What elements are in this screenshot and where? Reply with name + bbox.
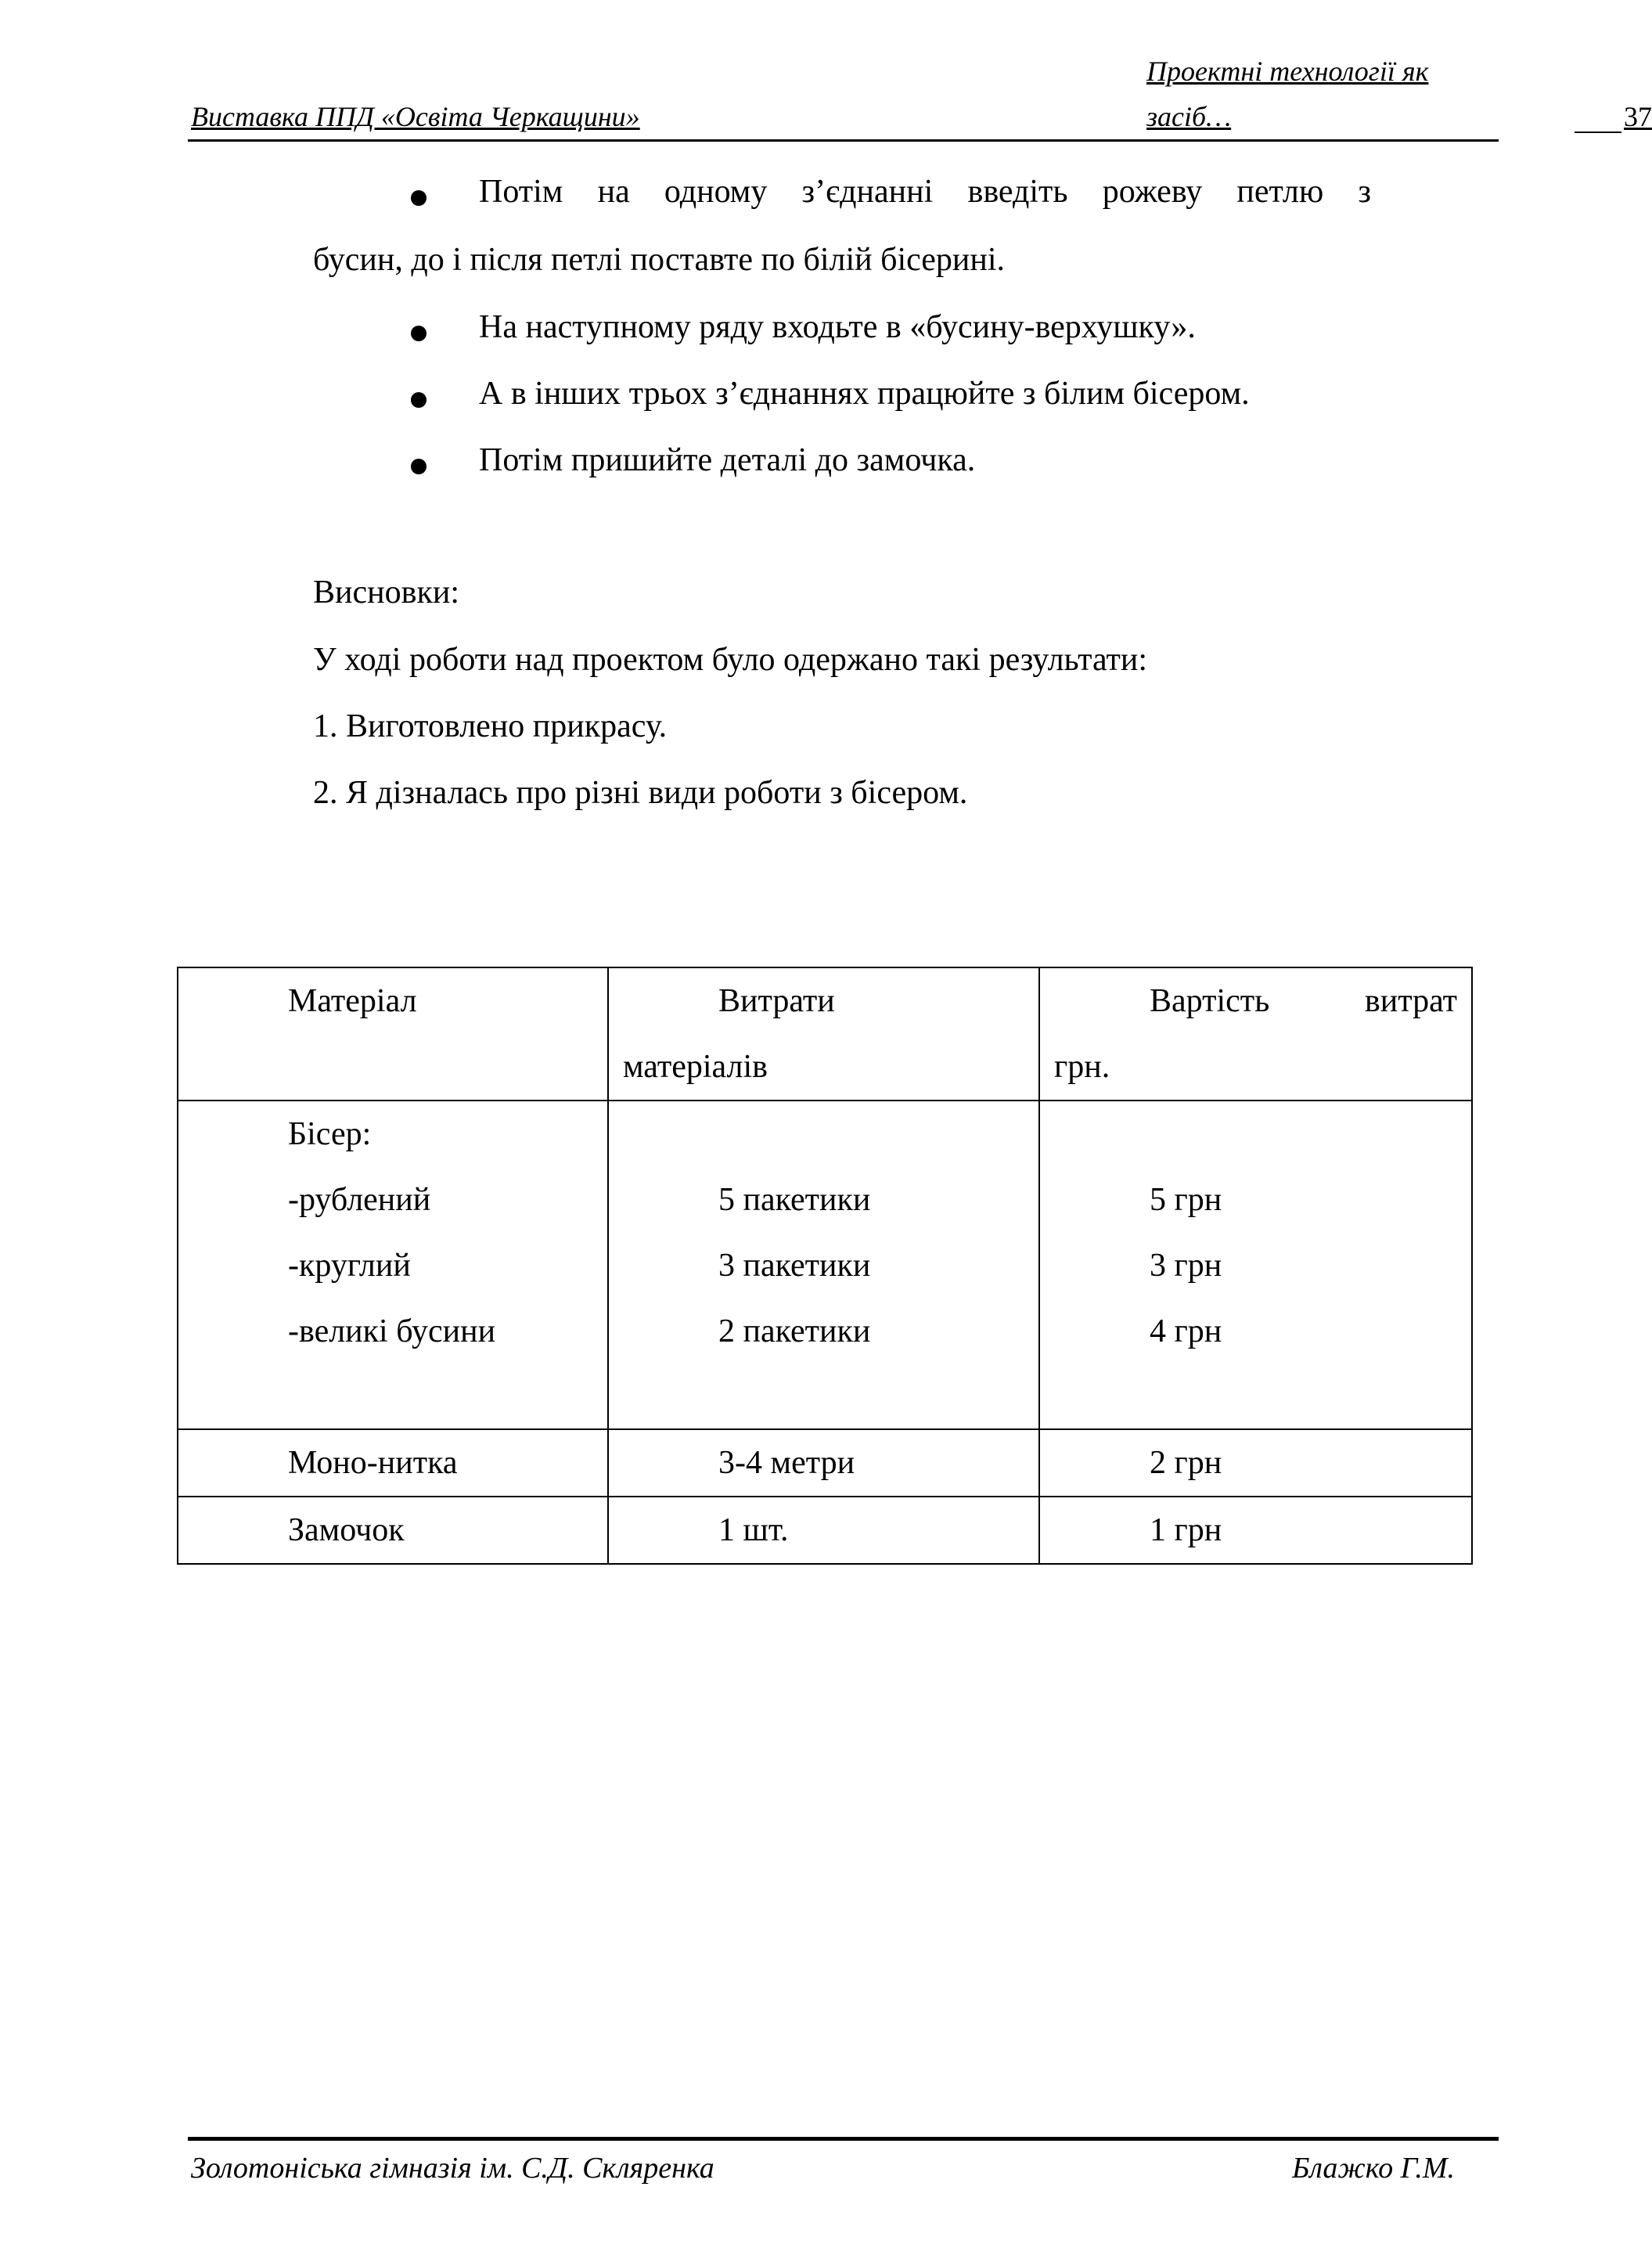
row-material-name: Замочок — [288, 1512, 405, 1548]
header-usage-line-2: матеріалів — [623, 1049, 768, 1085]
row-material-cost: 1 грн — [1150, 1512, 1222, 1548]
header-exhibition-title: Виставка ППД «Освіта Черкащини» — [191, 101, 640, 132]
conclusions-intro: У ході роботи над проектом було одержано такі результати: — [313, 642, 1148, 678]
beads-item-amount: 2 пакетики — [718, 1313, 871, 1349]
page-number-underline — [1575, 131, 1621, 133]
instruction-item-2: На наступному ряду входьте в «бусину-верхушку». — [479, 309, 1196, 345]
page-footer — [188, 2137, 1499, 2185]
beads-item-name: -рублений — [288, 1182, 431, 1218]
table-row — [178, 1429, 1472, 1497]
beads-item-amount: 3 пакетики — [718, 1248, 871, 1284]
beads-amount-cell — [608, 1101, 1039, 1429]
footer-school-name: Золотоніська гімназія ім. С.Д. Скляренка — [191, 2152, 714, 2185]
beads-item-cost: 3 грн — [1150, 1248, 1222, 1284]
beads-cost-cell — [1039, 1101, 1472, 1429]
table-row — [178, 1497, 1472, 1564]
footer-author: Блажко Г.М. — [1291, 2152, 1455, 2185]
beads-label: Бісер: — [288, 1116, 372, 1152]
bullet-icon — [411, 190, 426, 206]
table-header-row — [178, 967, 1472, 1101]
page-header — [188, 56, 1652, 142]
conclusions-result-2: 2. Я дізналась про різні види роботи з бісером. — [313, 775, 968, 811]
row-material-cost: 2 грн — [1150, 1445, 1222, 1481]
instruction-item-1-line-1: Потім на одному з’єднанні введіть рожеву петлю з — [479, 174, 1371, 210]
header-cost-word-2: витрат — [1364, 983, 1457, 1019]
header-cost-word-1: Вартість — [1150, 983, 1270, 1019]
beads-name-cell — [178, 1101, 608, 1429]
header-cell-material — [178, 967, 608, 1101]
table-row — [178, 1101, 1472, 1429]
header-document-title: Проектні технології як засіб… — [1146, 56, 1429, 132]
bullet-icon — [411, 392, 426, 408]
conclusions-heading: Висновки: — [313, 575, 459, 611]
header-cost-line-2: грн. — [1054, 1049, 1110, 1085]
beads-item-name: -круглий — [288, 1248, 411, 1284]
row-material-amount: 3-4 метри — [718, 1445, 855, 1481]
instruction-item-4: Потім пришийте деталі до замочка. — [479, 442, 976, 478]
bullet-icon — [411, 459, 426, 474]
row-material-name: Моно-нитка — [288, 1445, 458, 1481]
conclusions-result-1: 1. Виготовлено прикрасу. — [313, 708, 668, 744]
beads-item-name: -великі бусини — [288, 1313, 496, 1349]
beads-item-cost: 5 грн — [1150, 1182, 1222, 1218]
instruction-item-1-line-2: бусин, до і після петлі поставте по білій бісерині. — [313, 242, 1006, 278]
header-cell-cost — [1039, 967, 1472, 1101]
header-material-label: Матеріал — [288, 983, 417, 1019]
header-usage-line-1: Витрати — [718, 983, 835, 1019]
page-number: 37 — [1624, 101, 1652, 132]
beads-item-amount: 5 пакетики — [718, 1182, 871, 1218]
bullet-icon — [411, 326, 426, 341]
materials-table — [177, 967, 1473, 1565]
row-material-amount: 1 шт. — [718, 1512, 789, 1548]
instruction-item-3: А в інших трьох з’єднаннях працюйте з білим бісером. — [479, 376, 1250, 412]
beads-item-cost: 4 грн — [1150, 1313, 1222, 1349]
header-cell-usage — [608, 967, 1039, 1101]
